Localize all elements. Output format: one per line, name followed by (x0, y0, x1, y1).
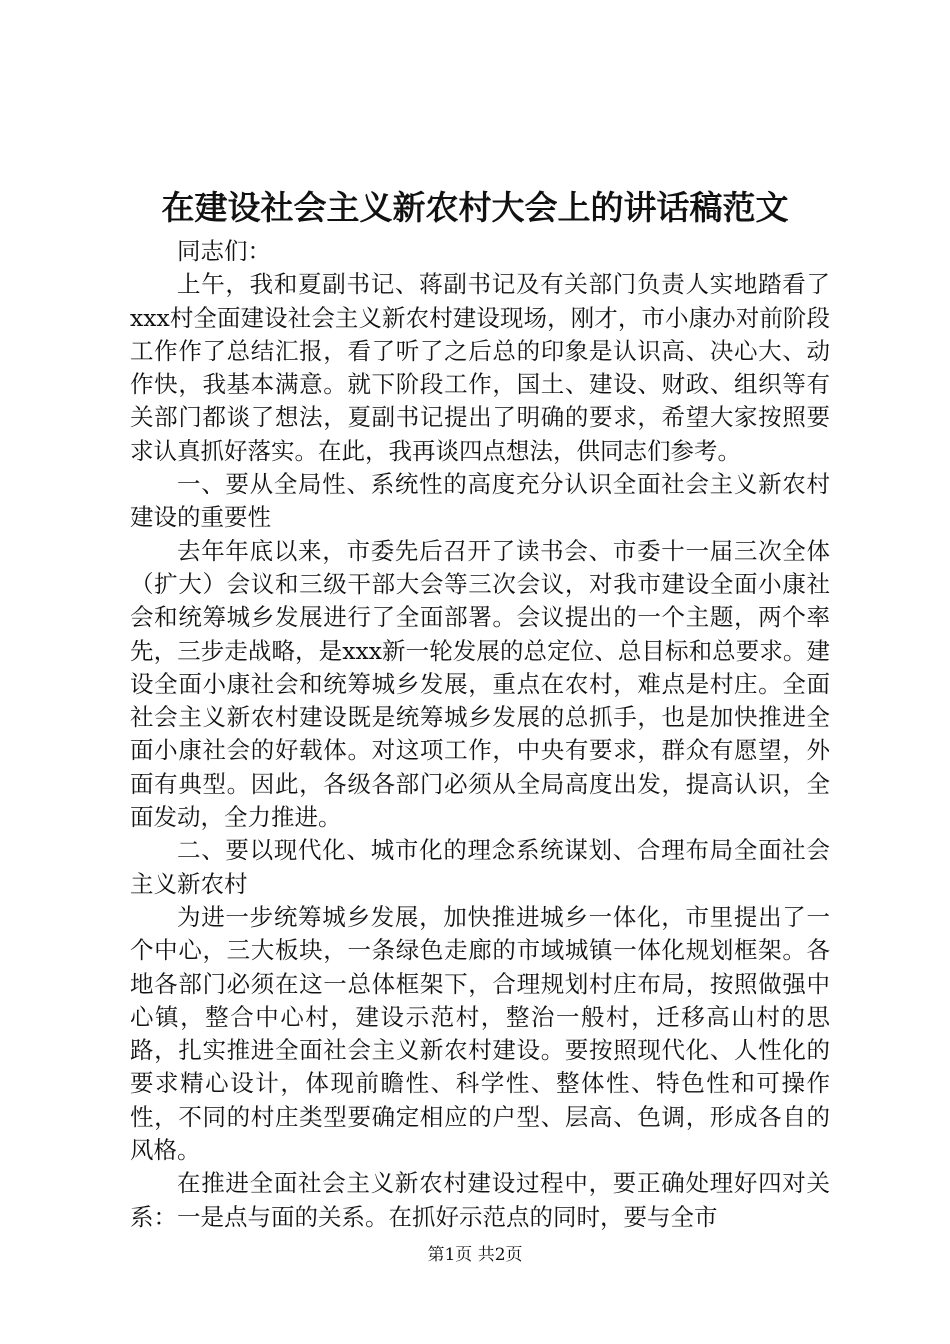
salutation-paragraph: 同志们： (177, 237, 271, 265)
page-number-footer: 第1页 共2页 (427, 1245, 523, 1265)
section-heading-2: 二、要以现代化、城市化的理念系统谋划、合理布局全面社会主义新农村 (130, 836, 830, 898)
section-1-paragraph: 去年年底以来，市委先后召开了读书会、市委十一届三次全体（扩大）会议和三级干部大会等三次会议，对我市建设全面小康社会和统筹城乡发展进行了全面部署。会议提出的一个主题，两个率先，三步走战略，是xxx新一轮发展的总定位、总目标和总要求。建设全面小康社会和统筹城乡发展，重点在农村，难点是村庄。全面社会主义新农村建设既是统筹城乡发展的总抓手，也是加快推进全面小康社会的好载体。对这项工作，中央有要求，群众有愿望，外面有典型。因此，各级各部门必须从全局高度出发，提高认识，全面发动，全力推进。 (130, 536, 830, 832)
section-heading-1: 一、要从全局性、系统性的高度充分认识全面社会主义新农村建设的重要性 (130, 470, 830, 532)
document-body (130, 235, 830, 1234)
relations-paragraph: 在推进全面社会主义新农村建设过程中，要正确处理好四对关系：一是点与面的关系。在抓好示范点的同时，要与全市 (130, 1169, 830, 1231)
document-title: 在建设社会主义新农村大会上的讲话稿范文 (161, 188, 789, 227)
intro-paragraph: 上午，我和夏副书记、蒋副书记及有关部门负责人实地踏看了xxx村全面建设社会主义新农村建设现场，刚才，市小康办对前阶段工作作了总结汇报，看了听了之后总的印象是认识高、决心大、动作快，我基本满意。就下阶段工作，国土、建设、财政、组织等有关部门都谈了想法，夏副书记提出了明确的要求，希望大家按照要求认真抓好落实。在此，我再谈四点想法，供同志们参考。 (130, 270, 830, 465)
section-2-paragraph: 为进一步统筹城乡发展，加快推进城乡一体化，市里提出了一个中心，三大板块，一条绿色走廊的市域城镇一体化规划框架。各地各部门必须在这一总体框架下，合理规划村庄布局，按照做强中心镇，整合中心村，建设示范村，整治一般村，迁移高山村的思路，扎实推进全面社会主义新农村建设。要按照现代化、人性化的要求精心设计，体现前瞻性、科学性、整体性、特色性和可操作性，不同的村庄类型要确定相应的户型、层高、色调，形成各自的风格。 (130, 902, 830, 1165)
